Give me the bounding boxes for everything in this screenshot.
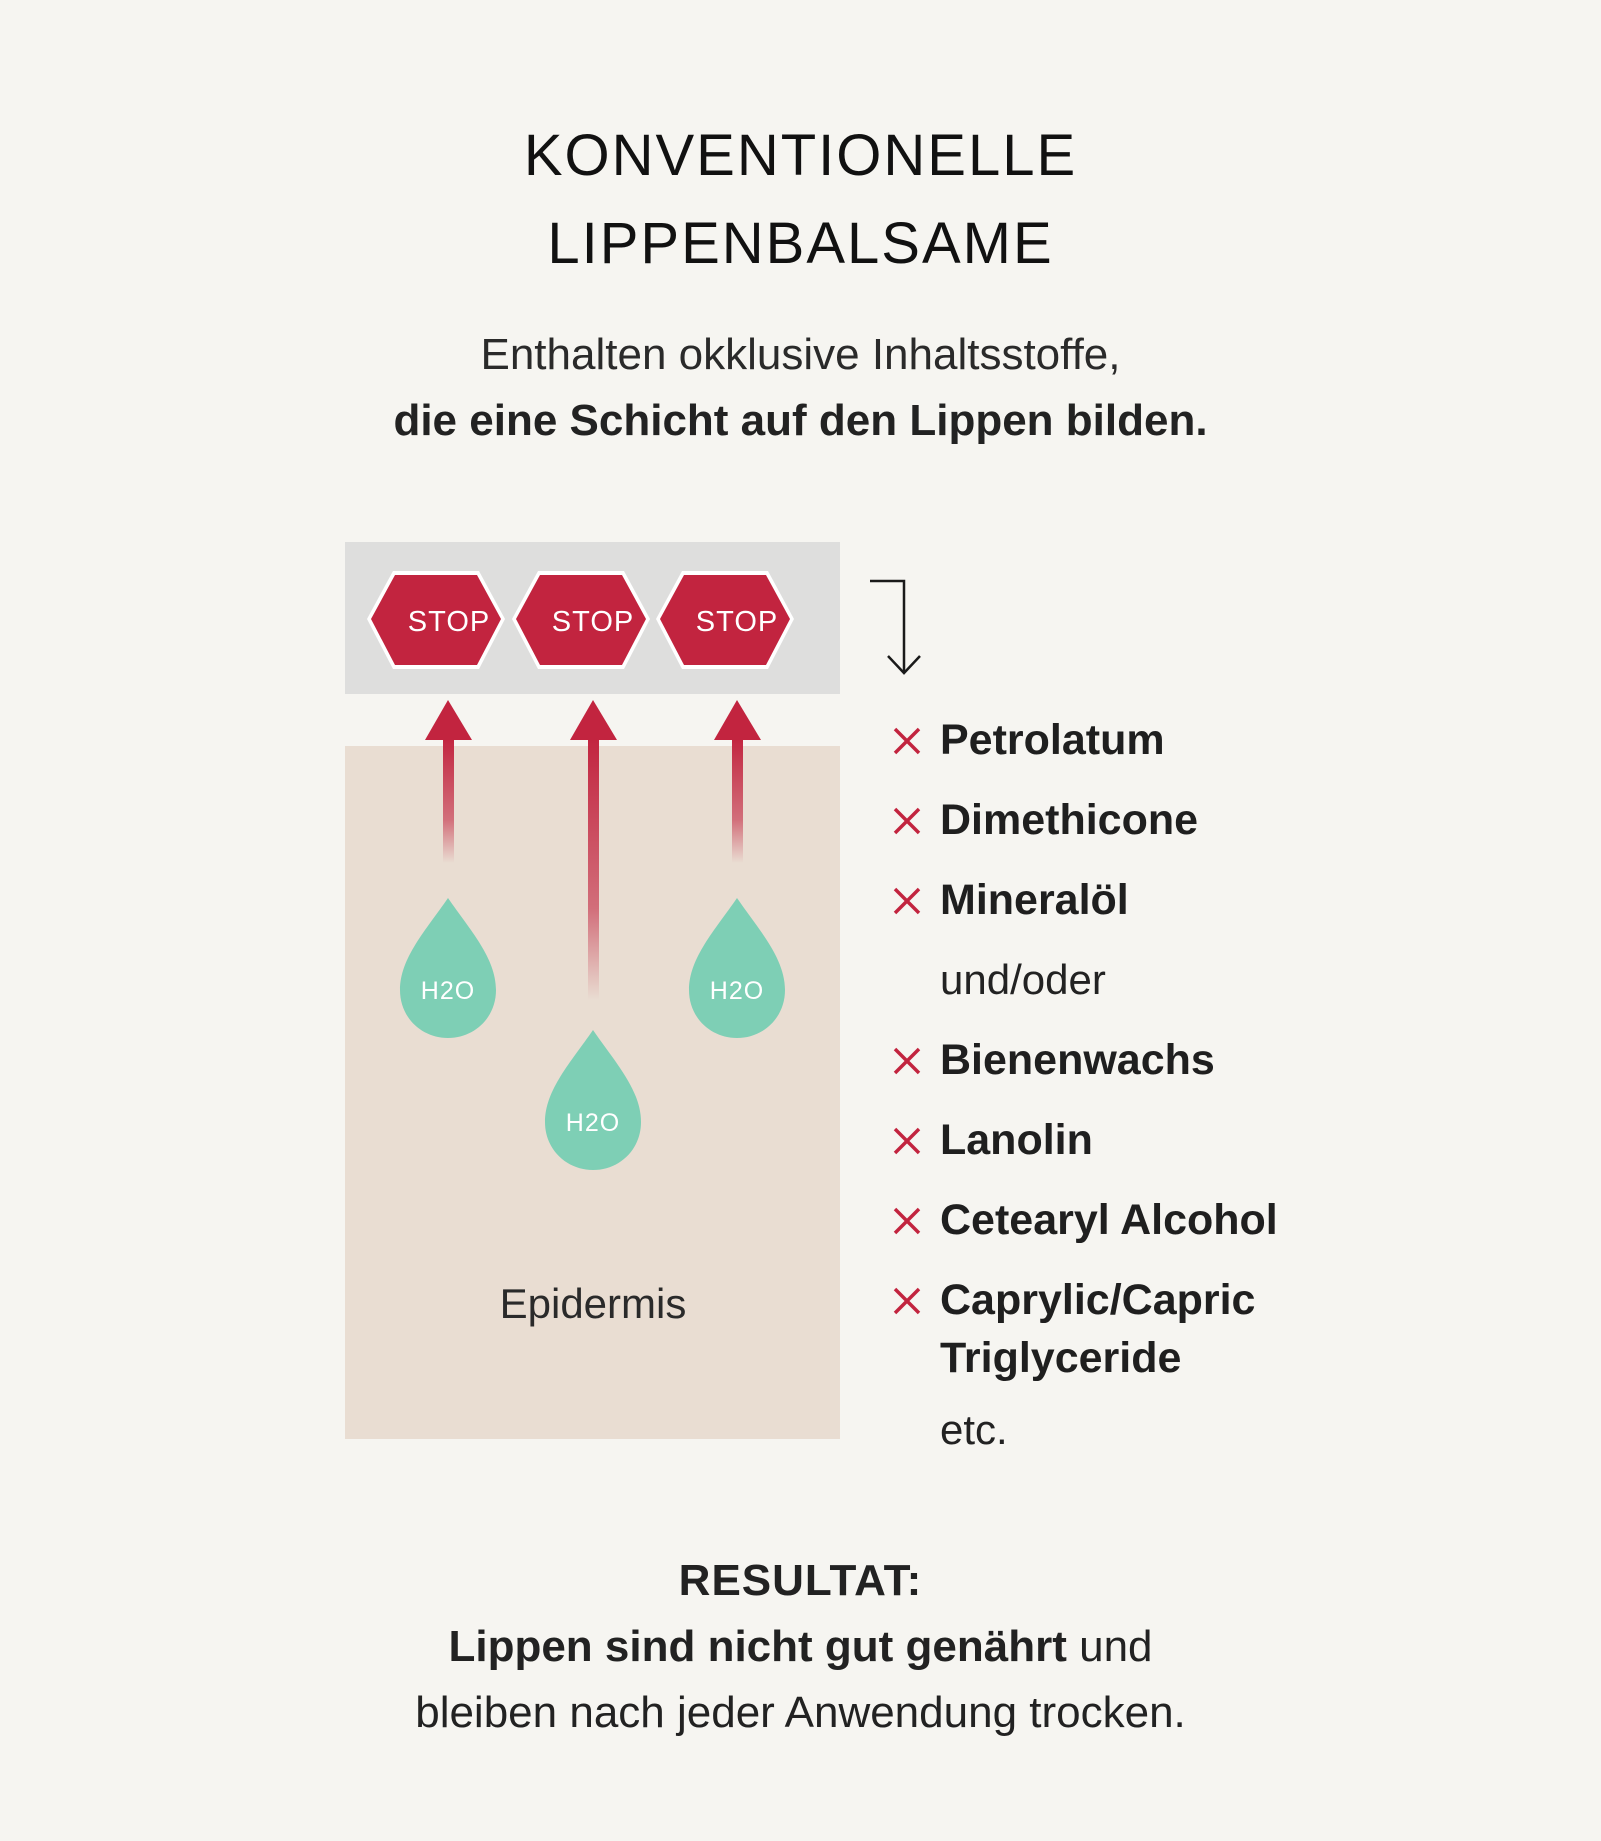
cross-icon (890, 884, 924, 918)
cross-icon (890, 1284, 924, 1318)
stop-sign-2 (512, 571, 650, 669)
ingredient-lanolin: Lanolin (940, 1116, 1093, 1164)
cross-icon (890, 804, 924, 838)
ingredient-bienenwachs: Bienenwachs (940, 1036, 1215, 1084)
epidermis-label: Epidermis (499, 1280, 687, 1327)
stop-label-1: STOP (407, 606, 491, 638)
ingredient-etc: etc. (940, 1406, 1008, 1453)
ingredient-dimethicone: Dimethicone (940, 796, 1199, 844)
cross-icon (890, 1044, 924, 1078)
cross-icon (890, 1204, 924, 1238)
result-rest: und (1066, 1622, 1153, 1671)
stop-sign-3 (656, 571, 794, 669)
intro-line-2: die eine Schicht auf den Lippen bilden. (393, 396, 1208, 445)
ingredient-triglyceride: Triglyceride (940, 1334, 1182, 1382)
stop-label-2: STOP (551, 606, 635, 638)
ingredient-petrolatum: Petrolatum (940, 716, 1165, 764)
stop-sign-1 (367, 571, 505, 669)
ingredient-mineraloel: Mineralöl (940, 876, 1129, 924)
result-line-2: bleiben nach jeder Anwendung trocken. (415, 1688, 1186, 1737)
ingredient-cetearyl-alcohol: Cetearyl Alcohol (940, 1196, 1278, 1244)
result-line-1 (0, 1614, 1601, 1680)
drop-label-1: H2O (420, 977, 476, 1005)
intro-line-1: Enthalten okklusive Inhaltsstoffe, (480, 330, 1121, 379)
result-heading: RESULTAT: (678, 1556, 923, 1605)
title-line-2: LIPPENBALSAME (547, 211, 1054, 276)
cross-icon (890, 724, 924, 758)
ingredient-connector: und/oder (940, 956, 1106, 1003)
ingredient-caprylic-capric: Caprylic/Capric (940, 1276, 1256, 1324)
result-section (0, 1548, 1601, 1746)
down-arrow-icon (870, 581, 920, 673)
title-line-1: KONVENTIONELLE (523, 123, 1078, 188)
result-bold: Lippen sind nicht gut genährt (448, 1622, 1067, 1671)
cross-icon (890, 1124, 924, 1158)
drop-label-2: H2O (565, 1109, 621, 1137)
stop-label-3: STOP (695, 606, 779, 638)
drop-label-3: H2O (709, 977, 765, 1005)
